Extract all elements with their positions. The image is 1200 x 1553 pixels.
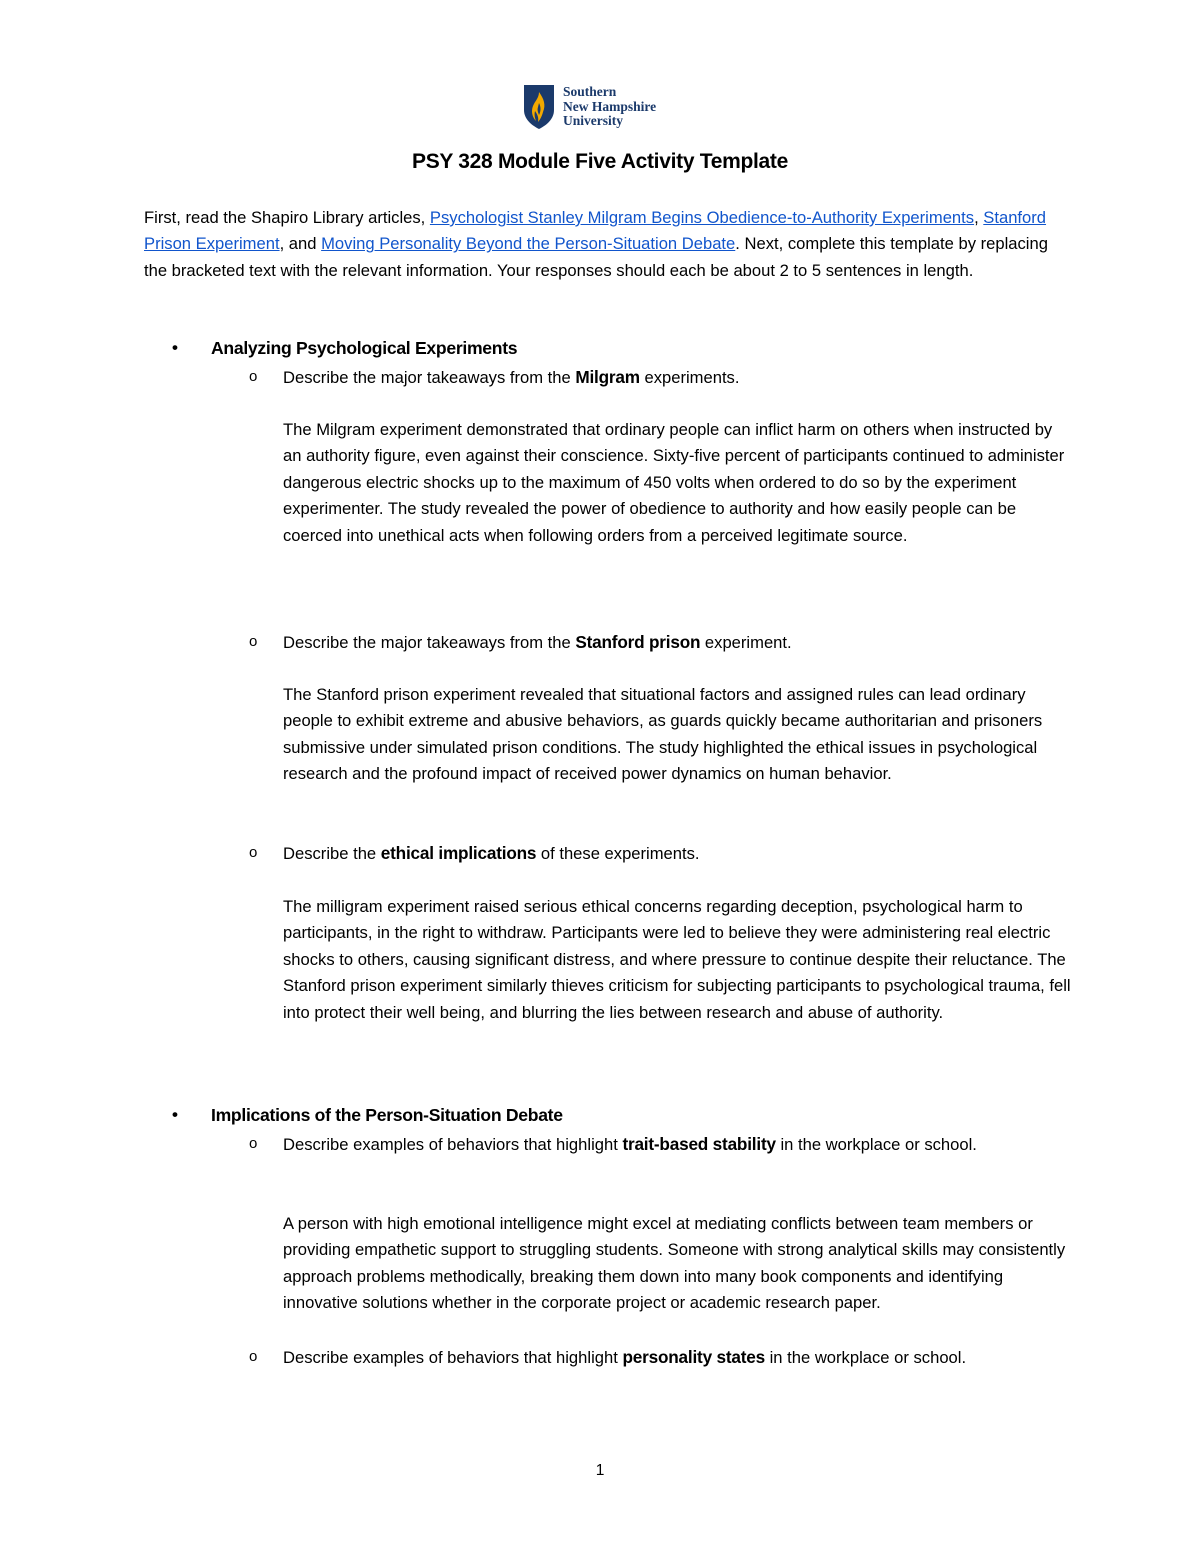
logo-line-3: University (563, 113, 623, 129)
question-keyword: ethical implications (380, 843, 537, 863)
logo-line-1: Southern (563, 84, 617, 100)
question-trait-stability (283, 1131, 1069, 1158)
answer-milgram: The Milgram experiment demonstrated that ordinary people can inflict harm on others when instructed by an authority figure, even against their conscience. Sixty-five percent of participants continued to administer dangerous electric shocks up to the maximum of 450 volts when ordered to do so by the experiment experimenter. The study revealed the power of obedience to authority and how easily people can be coerced into unethical acts when following orders from a perceived legitimate source. (283, 420, 1065, 545)
answer-stanford: The Stanford prison experiment revealed that situational factors and assigned rules can lead ordinary people to exhibit extreme and abusive behaviors, as guards quickly became authoritarian and prisoners submissive under simulated prison conditions. The study highlighted the ethical issues in psychological research and the profound impact of received power dynamics on human behavior. (283, 685, 1043, 784)
question-personality-states (283, 1344, 1069, 1371)
question-text: Describe the (283, 844, 381, 863)
logo-wordmark (563, 85, 656, 129)
intro-text-1: First, read the Shapiro Library articles, (144, 208, 430, 227)
section-2-heading: Implications of the Person-Situation Debate (211, 1105, 563, 1125)
university-logo (523, 84, 656, 130)
question-stanford (283, 629, 1069, 656)
question-keyword: trait-based stability (622, 1134, 776, 1154)
question-text: experiments. (639, 368, 740, 387)
intro-paragraph (144, 205, 1064, 284)
bullet-marker: • (172, 338, 178, 357)
question-text: in the workplace or school. (775, 1135, 977, 1154)
link-stanford-article[interactable]: Stanford Prison Experiment (144, 208, 1047, 254)
link-milgram-article[interactable]: Psychologist Stanley Milgram Begins Obedience-to-Authority Experiments (429, 208, 975, 227)
intro-text-4: . Next, complete this template by replacing the bracketed text with the relevant information. Your responses should each be about 2 to 5 sentences in length. (144, 234, 1048, 280)
sub-bullet-marker: o (249, 633, 258, 650)
sub-bullet-marker: o (249, 1348, 258, 1365)
question-keyword: Stanford prison (575, 632, 701, 652)
question-text: Describe examples of behaviors that highlight (283, 1348, 623, 1367)
sub-bullet-marker: o (249, 368, 258, 385)
section-1-heading: Analyzing Psychological Experiments (211, 338, 518, 358)
sub-bullet-marker: o (249, 1135, 258, 1152)
intro-text-2: , (974, 208, 984, 227)
logo-line-2: New Hampshire (563, 98, 657, 114)
question-text: Describe the major takeaways from the (283, 368, 576, 387)
document-title: PSY 328 Module Five Activity Template (412, 150, 788, 173)
question-text: Describe the major takeaways from the (283, 633, 576, 652)
answer-ethics: The milligram experiment raised serious ethical concerns regarding deception, psychological harm to participants, in the right to withdraw. Participants were led to believe they were administering real electric shocks to others, causing significant distress, and where pressure to continue despite their reluctance. The Stanford prison experiment similarly thieves criticism for subjecting participants to psychological trauma, fell into protect their well being, and blurring the lies between research and abuse of authority. (283, 897, 1071, 1022)
question-text: of these experiments. (536, 844, 700, 863)
intro-text-3: , and (279, 234, 322, 254)
question-text: in the workplace or school. (765, 1348, 967, 1367)
sub-bullet-marker: o (249, 844, 258, 861)
question-text: experiment. (700, 633, 792, 652)
question-keyword: personality states (622, 1347, 765, 1367)
question-keyword: Milgram (575, 367, 640, 387)
question-text: Describe examples of behaviors that highlight (283, 1135, 623, 1154)
answer-trait-stability: A person with high emotional intelligence might excel at mediating conflicts between team members or providing empathetic support to struggling students. Someone with strong analytical skills may consistently approach problems methodically, breaking them down into many book components and identifying innovative solutions whether in the corporate project or academic research paper. (283, 1214, 1066, 1313)
shield-flame-icon (523, 84, 555, 130)
page-number: 1 (595, 1462, 605, 1479)
question-milgram (283, 364, 1069, 391)
question-ethics (283, 840, 1069, 867)
bullet-marker: • (172, 1105, 178, 1124)
link-person-situation-article[interactable]: Moving Personality Beyond the Person-Situation Debate (321, 234, 736, 254)
